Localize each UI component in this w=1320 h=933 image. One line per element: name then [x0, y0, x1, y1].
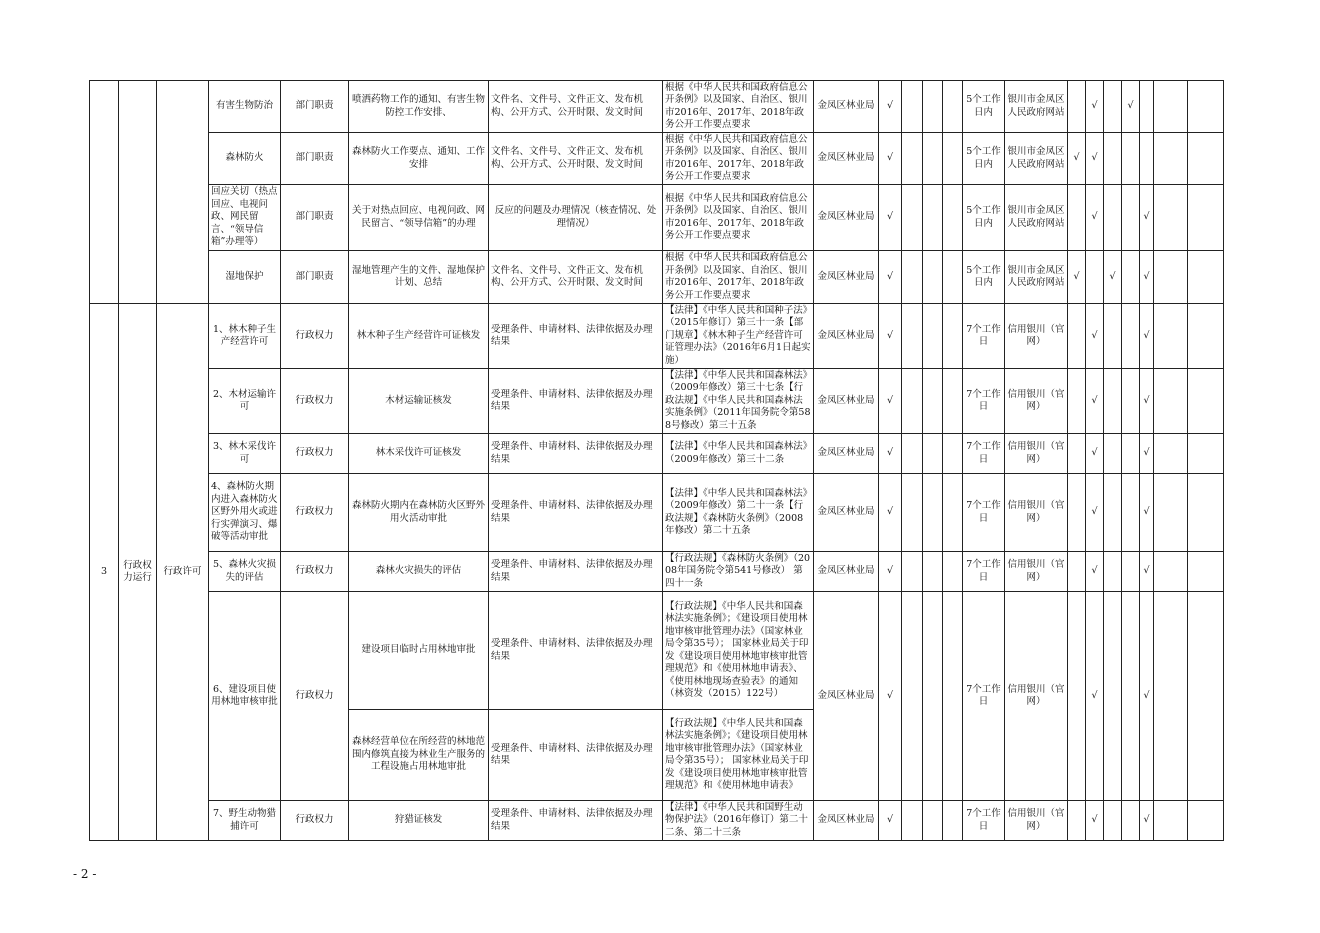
empty-cell: [1154, 552, 1188, 592]
empty-cell: [1068, 474, 1086, 552]
time-cell: 7个工作日: [963, 474, 1005, 552]
empty-cell: [923, 369, 943, 434]
check-mark: √: [879, 185, 902, 251]
check-mark: √: [879, 81, 902, 133]
empty-cell: [943, 592, 963, 801]
empty-cell: [1104, 133, 1122, 185]
check-mark: √: [1086, 434, 1104, 474]
fields-cell: 受理条件、申请材料、法律依据及办理结果: [489, 304, 663, 369]
dept-cell: 金凤区林业局: [814, 185, 879, 251]
table-row: [90, 133, 1224, 185]
check-mark: √: [879, 304, 902, 369]
empty-cell: [1122, 592, 1140, 801]
row-number-cell: [90, 81, 119, 304]
table-row: [90, 251, 1224, 304]
fields-cell: 受理条件、申请材料、法律依据及办理结果: [489, 369, 663, 434]
item-type-cell: 部门职责: [281, 251, 349, 304]
empty-cell: [1122, 801, 1140, 841]
check-mark: √: [1104, 251, 1122, 304]
channel-cell: 银川市金凤区人民政府网站: [1005, 81, 1068, 133]
item-type-cell: 行政权力: [281, 801, 349, 841]
table-row: [90, 185, 1224, 251]
channel-cell: 信用银川（官网）: [1005, 592, 1068, 801]
item-type-cell: 部门职责: [281, 81, 349, 133]
check-mark: √: [1068, 251, 1086, 304]
time-cell: 5个工作日内: [963, 251, 1005, 304]
empty-cell: [943, 474, 963, 552]
content-cell: 木材运输证核发: [349, 369, 489, 434]
table-row: [90, 81, 1224, 133]
channel-cell: 信用银川（官网）: [1005, 474, 1068, 552]
content-cell: 森林防火工作要点、通知、工作安排: [349, 133, 489, 185]
dept-cell: 金凤区林业局: [814, 801, 879, 841]
empty-cell: [1154, 133, 1188, 185]
empty-cell: [902, 552, 923, 592]
basis-cell: 根据《中华人民共和国政府信息公开条例》以及国家、自治区、银川市2016年、2017年、2018年政务公开工作要点要求: [663, 133, 814, 185]
item-name-cell: 湿地保护: [209, 251, 281, 304]
check-mark: √: [1140, 801, 1154, 841]
empty-cell: [1122, 552, 1140, 592]
dept-cell: 金凤区林业局: [814, 133, 879, 185]
empty-cell: [943, 251, 963, 304]
empty-cell: [1068, 81, 1086, 133]
subcategory-cell: 行政许可: [157, 304, 209, 841]
check-mark: √: [879, 133, 902, 185]
empty-cell: [1154, 801, 1188, 841]
empty-cell: [943, 434, 963, 474]
check-mark: √: [879, 592, 902, 801]
empty-cell: [1086, 251, 1104, 304]
subcategory-cell: [157, 81, 209, 304]
check-mark: √: [1086, 369, 1104, 434]
empty-cell: [923, 474, 943, 552]
fields-cell: 文件名、文件号、文件正文、发布机构、公开方式、公开时限、发文时间: [489, 251, 663, 304]
check-mark: √: [1086, 304, 1104, 369]
empty-cell: [902, 592, 923, 801]
dept-cell: 金凤区林业局: [814, 369, 879, 434]
empty-cell: [943, 369, 963, 434]
check-mark: √: [1068, 133, 1086, 185]
channel-cell: 银川市金凤区人民政府网站: [1005, 133, 1068, 185]
table-row: [90, 434, 1224, 474]
empty-cell: [943, 801, 963, 841]
content-cell: 林木采伐许可证核发: [349, 434, 489, 474]
disclosure-table: [89, 80, 1224, 841]
fields-cell: 受理条件、申请材料、法律依据及办理结果: [489, 434, 663, 474]
check-mark: √: [1122, 81, 1140, 133]
empty-cell: [1188, 801, 1224, 841]
empty-cell: [923, 81, 943, 133]
basis-cell: 【行政法规】《中华人民共和国森林法实施条例》；《建设项目使用林地审核审批管理办法》（国家林业局令第35号）； 国家林业局关于印发《建设项目使用林地审核审批管理规范》和《使用林地申请表》: [663, 710, 814, 801]
item-type-cell: 部门职责: [281, 185, 349, 251]
dept-cell: 金凤区林业局: [814, 81, 879, 133]
time-cell: 5个工作日内: [963, 133, 1005, 185]
empty-cell: [1122, 369, 1140, 434]
check-mark: √: [1086, 552, 1104, 592]
empty-cell: [1104, 434, 1122, 474]
category-cell: [119, 81, 157, 304]
empty-cell: [1104, 552, 1122, 592]
empty-cell: [923, 801, 943, 841]
basis-cell: 【法律】《中华人民共和国种子法》（2015年修订）第三十一条【部门规章】《林木种子生产经营许可证管理办法》（2016年6月1日起实施）: [663, 304, 814, 369]
dept-cell: 金凤区林业局: [814, 304, 879, 369]
check-mark: √: [1140, 185, 1154, 251]
basis-cell: 根据《中华人民共和国政府信息公开条例》以及国家、自治区、银川市2016年、2017年、2018年政务公开工作要点要求: [663, 251, 814, 304]
empty-cell: [1154, 369, 1188, 434]
empty-cell: [902, 369, 923, 434]
check-mark: √: [1140, 474, 1154, 552]
empty-cell: [902, 801, 923, 841]
empty-cell: [1188, 185, 1224, 251]
item-name-cell: 5、森林火灾损失的评估: [209, 552, 281, 592]
empty-cell: [943, 133, 963, 185]
content-cell: 林木种子生产经营许可证核发: [349, 304, 489, 369]
basis-cell: 【法律】《中华人民共和国森林法》（2009年修改）第二十一条【行政法规】《森林防火条例》（2008年修改）第二十五条: [663, 474, 814, 552]
empty-cell: [1104, 592, 1122, 801]
check-mark: √: [1086, 185, 1104, 251]
empty-cell: [1154, 592, 1188, 801]
empty-cell: [1122, 185, 1140, 251]
check-mark: √: [879, 474, 902, 552]
check-mark: √: [1140, 251, 1154, 304]
time-cell: 7个工作日: [963, 801, 1005, 841]
empty-cell: [1154, 251, 1188, 304]
empty-cell: [1122, 133, 1140, 185]
empty-cell: [1188, 304, 1224, 369]
basis-cell: 【行政法规】《森林防火条例》（2008年国务院令第541号修改） 第四十一条: [663, 552, 814, 592]
item-type-cell: 行政权力: [281, 304, 349, 369]
check-mark: √: [879, 369, 902, 434]
content-cell: 森林防火期内在森林防火区野外用火活动审批: [349, 474, 489, 552]
empty-cell: [943, 185, 963, 251]
item-type-cell: 部门职责: [281, 133, 349, 185]
channel-cell: 信用银川（官网）: [1005, 552, 1068, 592]
dept-cell: 金凤区林业局: [814, 474, 879, 552]
check-mark: √: [1086, 801, 1104, 841]
empty-cell: [1068, 592, 1086, 801]
empty-cell: [1068, 552, 1086, 592]
empty-cell: [943, 304, 963, 369]
check-mark: √: [1140, 434, 1154, 474]
item-type-cell: 行政权力: [281, 592, 349, 801]
page-number: - 2 -: [73, 867, 97, 881]
fields-cell: 受理条件、申请材料、法律依据及办理结果: [489, 474, 663, 552]
empty-cell: [923, 304, 943, 369]
item-type-cell: 行政权力: [281, 369, 349, 434]
channel-cell: 信用银川（官网）: [1005, 434, 1068, 474]
check-mark: √: [1140, 304, 1154, 369]
empty-cell: [1188, 369, 1224, 434]
empty-cell: [902, 251, 923, 304]
empty-cell: [902, 185, 923, 251]
empty-cell: [923, 552, 943, 592]
fields-cell: 受理条件、申请材料、法律依据及办理结果: [489, 710, 663, 801]
channel-cell: 信用银川（官网）: [1005, 801, 1068, 841]
empty-cell: [1188, 592, 1224, 801]
time-cell: 7个工作日: [963, 434, 1005, 474]
dept-cell: 金凤区林业局: [814, 434, 879, 474]
empty-cell: [1188, 81, 1224, 133]
check-mark: √: [1086, 592, 1104, 801]
content-cell: 建设项目临时占用林地审批: [349, 592, 489, 710]
check-mark: √: [879, 801, 902, 841]
item-name-cell: 有害生物防治: [209, 81, 281, 133]
item-name-cell: 3、林木采伐许可: [209, 434, 281, 474]
empty-cell: [923, 185, 943, 251]
basis-cell: 【行政法规】《中华人民共和国森林法实施条例》；《建设项目使用林地审核审批管理办法》（国家林业局令第35号）； 国家林业局关于印发《建设项目使用林地审核审批管理规范》和《使用林地申请表》、《使用林地现场查验表》的通知（林资发（2015）122号）: [663, 592, 814, 710]
basis-cell: 【法律】《中华人民共和国森林法》（2009年修改）第三十七条【行政法规】《中华人民共和国森林法实施条例》（2011年国务院令第588号修改）第三十五条: [663, 369, 814, 434]
dept-cell: 金凤区林业局: [814, 251, 879, 304]
table-row: [90, 369, 1224, 434]
time-cell: 7个工作日: [963, 369, 1005, 434]
empty-cell: [1154, 81, 1188, 133]
channel-cell: 银川市金凤区人民政府网站: [1005, 185, 1068, 251]
time-cell: 7个工作日: [963, 592, 1005, 801]
check-mark: √: [879, 434, 902, 474]
empty-cell: [1188, 474, 1224, 552]
item-name-cell: 2、木材运输许可: [209, 369, 281, 434]
basis-cell: 【法律】《中华人民共和国森林法》（2009年修改）第三十二条: [663, 434, 814, 474]
empty-cell: [923, 133, 943, 185]
item-name-cell: 6、建设项目使用林地审核审批: [209, 592, 281, 801]
empty-cell: [1122, 474, 1140, 552]
basis-cell: 【法律】《中华人民共和国野生动物保护法》（2016年修订）第二十二条、第二十三条: [663, 801, 814, 841]
table-row: [90, 304, 1224, 369]
empty-cell: [923, 592, 943, 801]
item-type-cell: 行政权力: [281, 552, 349, 592]
empty-cell: [1104, 369, 1122, 434]
content-cell: 森林经营单位在所经营的林地范围内修筑直接为林业生产服务的工程设施占用林地审批: [349, 710, 489, 801]
time-cell: 5个工作日内: [963, 81, 1005, 133]
time-cell: 7个工作日: [963, 552, 1005, 592]
table-row: [90, 801, 1224, 841]
empty-cell: [1154, 304, 1188, 369]
content-cell: 喷洒药物工作的通知、有害生物防控工作安排、: [349, 81, 489, 133]
channel-cell: 银川市金凤区人民政府网站: [1005, 251, 1068, 304]
empty-cell: [1154, 185, 1188, 251]
fields-cell: 受理条件、申请材料、法律依据及办理结果: [489, 801, 663, 841]
empty-cell: [1122, 434, 1140, 474]
dept-cell: 金凤区林业局: [814, 592, 879, 801]
empty-cell: [902, 304, 923, 369]
row-number-cell: 3: [90, 304, 119, 841]
fields-cell: 受理条件、申请材料、法律依据及办理结果: [489, 592, 663, 710]
empty-cell: [1068, 185, 1086, 251]
empty-cell: [1188, 133, 1224, 185]
content-cell: 湿地管理产生的文件、湿地保护计划、总结: [349, 251, 489, 304]
check-mark: √: [1086, 133, 1104, 185]
table-row: [90, 552, 1224, 592]
empty-cell: [1068, 434, 1086, 474]
empty-cell: [943, 552, 963, 592]
empty-cell: [1188, 552, 1224, 592]
empty-cell: [902, 434, 923, 474]
empty-cell: [1104, 185, 1122, 251]
content-cell: 森林火灾损失的评估: [349, 552, 489, 592]
category-cell: 行政权力运行: [119, 304, 157, 841]
item-name-cell: 7、野生动物猎捕许可: [209, 801, 281, 841]
table-row: [90, 592, 1224, 710]
check-mark: √: [879, 251, 902, 304]
item-name-cell: 回应关切（热点回应、电视问政、网民留言、“领导信箱”办理等）: [209, 185, 281, 251]
fields-cell: 文件名、文件号、文件正文、发布机构、公开方式、公开时限、发文时间: [489, 81, 663, 133]
empty-cell: [1122, 251, 1140, 304]
empty-cell: [1140, 133, 1154, 185]
empty-cell: [1122, 304, 1140, 369]
content-cell: 狩猎证核发: [349, 801, 489, 841]
empty-cell: [1104, 304, 1122, 369]
empty-cell: [1188, 251, 1224, 304]
dept-cell: 金凤区林业局: [814, 552, 879, 592]
empty-cell: [923, 251, 943, 304]
content-cell: 关于对热点回应、电视问政、网民留言、“领导信箱”的办理: [349, 185, 489, 251]
fields-cell: 文件名、文件号、文件正文、发布机构、公开方式、公开时限、发文时间: [489, 133, 663, 185]
empty-cell: [1104, 801, 1122, 841]
basis-cell: 根据《中华人民共和国政府信息公开条例》以及国家、自治区、银川市2016年、2017年、2018年政务公开工作要点要求: [663, 81, 814, 133]
channel-cell: 信用银川（官网）: [1005, 369, 1068, 434]
empty-cell: [1188, 434, 1224, 474]
empty-cell: [1104, 81, 1122, 133]
item-name-cell: 森林防火: [209, 133, 281, 185]
empty-cell: [1154, 434, 1188, 474]
channel-cell: 信用银川（官网）: [1005, 304, 1068, 369]
empty-cell: [1068, 801, 1086, 841]
empty-cell: [943, 81, 963, 133]
empty-cell: [1154, 474, 1188, 552]
check-mark: √: [1140, 592, 1154, 801]
empty-cell: [1068, 369, 1086, 434]
item-name-cell: 4、森林防火期内进入森林防火区野外用火或进行实弹演习、爆破等活动审批: [209, 474, 281, 552]
time-cell: 5个工作日内: [963, 185, 1005, 251]
fields-cell: 反应的问题及办理情况（核查情况、处理情况）: [489, 185, 663, 251]
item-type-cell: 行政权力: [281, 434, 349, 474]
check-mark: √: [1086, 474, 1104, 552]
empty-cell: [1104, 474, 1122, 552]
empty-cell: [1068, 304, 1086, 369]
check-mark: √: [1140, 369, 1154, 434]
empty-cell: [1140, 81, 1154, 133]
empty-cell: [902, 474, 923, 552]
table-row: [90, 474, 1224, 552]
check-mark: √: [1086, 81, 1104, 133]
empty-cell: [923, 434, 943, 474]
basis-cell: 根据《中华人民共和国政府信息公开条例》以及国家、自治区、银川市2016年、2017年、2018年政务公开工作要点要求: [663, 185, 814, 251]
empty-cell: [902, 133, 923, 185]
item-name-cell: 1、林木种子生产经营许可: [209, 304, 281, 369]
item-type-cell: 行政权力: [281, 474, 349, 552]
empty-cell: [902, 81, 923, 133]
check-mark: √: [879, 552, 902, 592]
check-mark: √: [1140, 552, 1154, 592]
time-cell: 7个工作日: [963, 304, 1005, 369]
fields-cell: 受理条件、申请材料、法律依据及办理结果: [489, 552, 663, 592]
